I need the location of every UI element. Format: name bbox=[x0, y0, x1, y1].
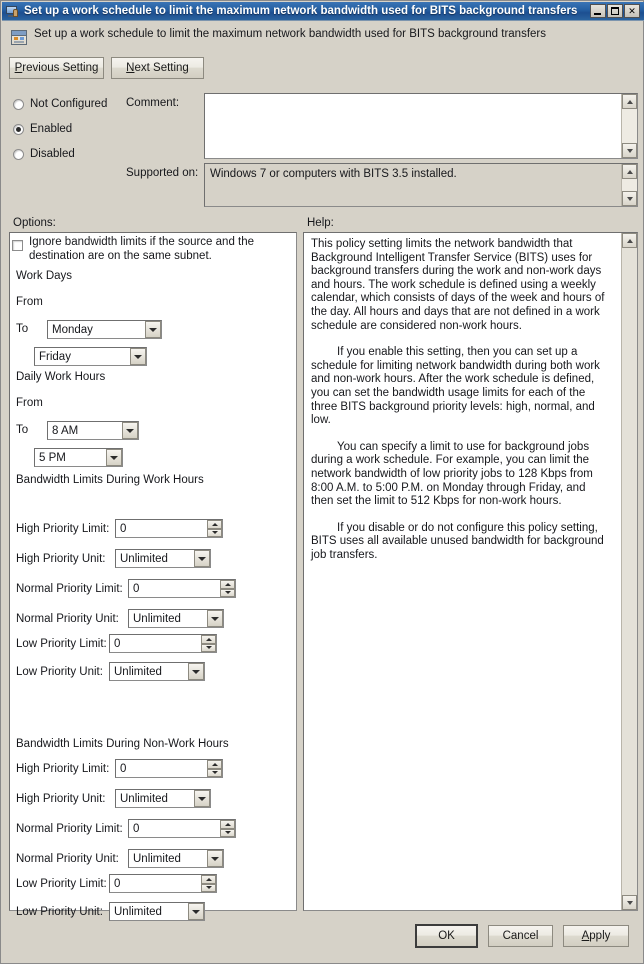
non-work-hours-limits-title: Bandwidth Limits During Non-Work Hours bbox=[16, 738, 229, 750]
work-days-from-value: Monday bbox=[52, 323, 93, 336]
stepper-buttons[interactable] bbox=[201, 635, 216, 652]
stepper-buttons[interactable] bbox=[201, 875, 216, 892]
policy-setting-icon bbox=[11, 30, 27, 45]
chevron-down-icon[interactable] bbox=[194, 790, 210, 807]
help-paragraph: This policy setting limits the network bandwidth that Background Intelligent Transfer Service (BITS) uses for background transfers during the work and non-work days and hours. The work schedule is defined using a weekly calendar, which consists of days of the week and hours of the day. All hours and days that are not defined in a work schedule are considered non-work hours. bbox=[311, 238, 605, 332]
radio-disabled-indicator bbox=[13, 149, 24, 160]
nwh-normal-unit-combo[interactable] bbox=[128, 849, 224, 868]
work-days-from-label: From bbox=[16, 296, 43, 308]
supported-on-label: Supported on: bbox=[126, 167, 199, 179]
work-days-to-label: To bbox=[16, 323, 29, 335]
window-title: Set up a work schedule to limit the maximum network bandwidth used for BITS background transfers bbox=[24, 5, 578, 17]
nwh-high-limit-stepper[interactable] bbox=[115, 759, 223, 778]
daily-hours-to-label: To bbox=[16, 424, 29, 436]
help-scroll-up-button[interactable] bbox=[622, 233, 637, 248]
work-days-title: Work Days bbox=[16, 270, 73, 282]
nwh-low-unit-combo[interactable] bbox=[109, 902, 205, 921]
radio-not-configured-indicator bbox=[13, 99, 24, 110]
radio-disabled[interactable] bbox=[13, 148, 75, 160]
daily-hours-to-value: 5 PM bbox=[39, 451, 66, 464]
nwh-normal-limit-label: Normal Priority Limit: bbox=[16, 823, 123, 835]
nwh-low-unit-value: Unlimited bbox=[114, 905, 162, 918]
chevron-down-icon[interactable] bbox=[106, 449, 122, 466]
maximize-button[interactable] bbox=[607, 4, 623, 18]
radio-enabled-label: Enabled bbox=[30, 123, 73, 135]
supported-scroll-up-button[interactable] bbox=[622, 164, 637, 179]
daily-work-hours-title: Daily Work Hours bbox=[16, 371, 106, 383]
help-pane bbox=[303, 232, 638, 911]
stepper-buttons[interactable] bbox=[220, 820, 235, 837]
nwh-high-unit-label: High Priority Unit: bbox=[16, 793, 106, 805]
minimize-button[interactable] bbox=[590, 4, 606, 18]
wh-normal-limit-stepper[interactable] bbox=[128, 579, 236, 598]
work-days-to-combo[interactable] bbox=[34, 347, 147, 366]
nwh-high-unit-combo[interactable] bbox=[115, 789, 211, 808]
nwh-low-limit-value: 0 bbox=[114, 877, 121, 890]
chevron-down-icon[interactable] bbox=[130, 348, 146, 365]
daily-hours-from-combo[interactable] bbox=[47, 421, 139, 440]
ignore-bandwidth-limits-label: Ignore bandwidth limits if the source and the destination are on the same subnet. bbox=[29, 236, 255, 262]
title-bar bbox=[2, 2, 644, 21]
wh-low-limit-label: Low Priority Limit: bbox=[16, 638, 107, 650]
help-text bbox=[311, 238, 611, 575]
chevron-down-icon[interactable] bbox=[194, 550, 210, 567]
comment-label: Comment: bbox=[126, 97, 180, 109]
wh-low-limit-value: 0 bbox=[114, 637, 121, 650]
help-paragraph: If you enable this setting, then you can set up a schedule for limiting network bandwidth during both work and non-work hours. After the work schedule is defined, you can set the bandwidth usage limits for each of the three BITS background priority levels: high, normal, and low. bbox=[311, 346, 600, 427]
comment-scroll-down-button[interactable] bbox=[622, 143, 637, 158]
cancel-button[interactable] bbox=[488, 925, 553, 947]
wh-high-unit-label: High Priority Unit: bbox=[16, 553, 106, 565]
help-scrollbar[interactable] bbox=[621, 233, 637, 910]
daily-hours-from-label: From bbox=[16, 397, 43, 409]
chevron-down-icon[interactable] bbox=[188, 903, 204, 920]
previous-setting-button[interactable]: Previous Setting bbox=[9, 57, 104, 79]
wh-high-unit-combo[interactable] bbox=[115, 549, 211, 568]
wh-normal-unit-combo[interactable] bbox=[128, 609, 224, 628]
radio-enabled[interactable] bbox=[13, 123, 72, 135]
nwh-low-unit-label: Low Priority Unit: bbox=[16, 906, 103, 918]
ok-button[interactable] bbox=[415, 924, 478, 948]
daily-hours-from-value: 8 AM bbox=[52, 424, 79, 437]
nwh-normal-limit-value: 0 bbox=[133, 822, 140, 835]
nwh-high-limit-label: High Priority Limit: bbox=[16, 763, 110, 775]
wh-high-unit-value: Unlimited bbox=[120, 552, 168, 565]
apply-button[interactable]: Apply bbox=[563, 925, 629, 947]
wh-low-unit-combo[interactable] bbox=[109, 662, 205, 681]
nwh-normal-unit-value: Unlimited bbox=[133, 852, 181, 865]
window-controls bbox=[590, 4, 640, 18]
wh-low-unit-value: Unlimited bbox=[114, 665, 162, 678]
help-scroll-down-button[interactable] bbox=[622, 895, 637, 910]
chevron-down-icon[interactable] bbox=[122, 422, 138, 439]
nwh-low-limit-stepper[interactable] bbox=[109, 874, 217, 893]
supported-on-scrollbar[interactable] bbox=[621, 164, 637, 206]
comment-scrollbar[interactable] bbox=[621, 94, 637, 158]
chevron-down-icon[interactable] bbox=[207, 610, 223, 627]
radio-disabled-label: Disabled bbox=[30, 148, 75, 160]
next-setting-button[interactable]: Next Setting bbox=[111, 57, 204, 79]
nwh-low-limit-label: Low Priority Limit: bbox=[16, 878, 107, 890]
stepper-buttons[interactable] bbox=[207, 520, 222, 537]
wh-high-limit-value: 0 bbox=[120, 522, 127, 535]
nwh-normal-limit-stepper[interactable] bbox=[128, 819, 236, 838]
help-paragraph: If you disable or do not configure this policy setting, BITS uses all available unused bandwidth for background job transfers. bbox=[311, 521, 604, 561]
radio-not-configured[interactable] bbox=[13, 98, 107, 110]
wh-normal-unit-value: Unlimited bbox=[133, 612, 181, 625]
daily-hours-to-combo[interactable] bbox=[34, 448, 123, 467]
supported-scroll-down-button[interactable] bbox=[622, 191, 637, 206]
radio-enabled-indicator bbox=[13, 124, 24, 135]
wh-high-limit-label: High Priority Limit: bbox=[16, 523, 110, 535]
chevron-down-icon[interactable] bbox=[145, 321, 161, 338]
help-label: Help: bbox=[307, 217, 334, 229]
close-button[interactable]: ✕ bbox=[624, 4, 640, 18]
chevron-down-icon[interactable] bbox=[207, 850, 223, 867]
work-days-to-value: Friday bbox=[39, 350, 71, 363]
stepper-buttons[interactable] bbox=[220, 580, 235, 597]
nwh-normal-unit-label: Normal Priority Unit: bbox=[16, 853, 119, 865]
radio-not-configured-label: Not Configured bbox=[30, 98, 108, 110]
wh-normal-unit-label: Normal Priority Unit: bbox=[16, 613, 119, 625]
wh-normal-limit-value: 0 bbox=[133, 582, 140, 595]
ok-label: OK bbox=[438, 930, 455, 942]
work-days-from-combo[interactable] bbox=[47, 320, 162, 339]
wh-low-unit-label: Low Priority Unit: bbox=[16, 666, 103, 678]
cancel-label: Cancel bbox=[502, 930, 539, 942]
wh-low-limit-stepper[interactable] bbox=[109, 634, 217, 653]
options-label: Options: bbox=[13, 217, 56, 229]
help-paragraph: You can specify a limit to use for background jobs during a work schedule. For example, you can limit the network bandwidth of low priority jobs to 128 Kbps from 8:00 A.M. to 5:00 P.M. on Monday through Friday, and then set the limit to 512 Kbps for non-work hours. bbox=[311, 440, 593, 508]
comment-input[interactable] bbox=[204, 93, 638, 159]
chevron-down-icon[interactable] bbox=[188, 663, 204, 680]
nwh-high-unit-value: Unlimited bbox=[120, 792, 168, 805]
supported-on-value: Windows 7 or computers with BITS 3.5 installed. bbox=[210, 168, 457, 180]
setting-title: Set up a work schedule to limit the maximum network bandwidth used for BITS background transfers bbox=[34, 28, 546, 40]
wh-high-limit-stepper[interactable] bbox=[115, 519, 223, 538]
stepper-buttons[interactable] bbox=[207, 760, 222, 777]
policy-computer-icon bbox=[6, 5, 19, 18]
ignore-bandwidth-limits-checkbox[interactable] bbox=[12, 240, 23, 251]
nwh-high-limit-value: 0 bbox=[120, 762, 127, 775]
supported-on-box bbox=[204, 163, 638, 207]
comment-scroll-up-button[interactable] bbox=[622, 94, 637, 109]
wh-normal-limit-label: Normal Priority Limit: bbox=[16, 583, 123, 595]
work-hours-limits-title: Bandwidth Limits During Work Hours bbox=[16, 474, 204, 486]
